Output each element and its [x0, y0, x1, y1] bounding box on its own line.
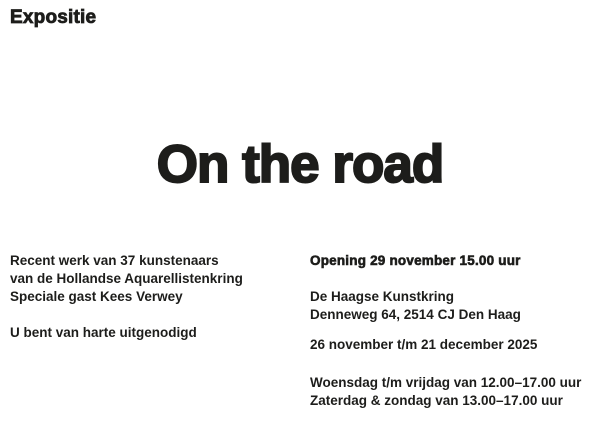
hours-weekdays: Woensdag t/m vrijdag van 12.00–17.00 uur: [310, 375, 582, 390]
exhibition-dates: 26 november t/m 21 december 2025: [310, 337, 538, 352]
poster-kicker: Expositie: [10, 7, 97, 28]
opening-hours: [310, 374, 595, 410]
description-line-1: Recent werk van 37 kunstenaars: [10, 253, 219, 268]
description-line-3: Speciale gast Kees Verwey: [10, 289, 183, 304]
left-column: [10, 252, 295, 360]
exhibition-description: [10, 252, 295, 306]
opening-info: [310, 252, 595, 270]
venue-info: [310, 288, 595, 324]
invitation-text: U bent van harte uitgenodigd: [10, 325, 197, 340]
right-column: [310, 252, 595, 427]
venue-address: Denneweg 64, 2514 CJ Den Haag: [310, 307, 521, 322]
hours-weekend: Zaterdag & zondag van 13.00–17.00 uur: [310, 393, 563, 408]
venue-name: De Haagse Kunstkring: [310, 289, 455, 304]
description-line-2: van de Hollandse Aquarellistenkring: [10, 271, 243, 286]
poster-title: On the road: [156, 134, 444, 194]
opening-line: Opening 29 november 15.00 uur: [310, 253, 521, 268]
